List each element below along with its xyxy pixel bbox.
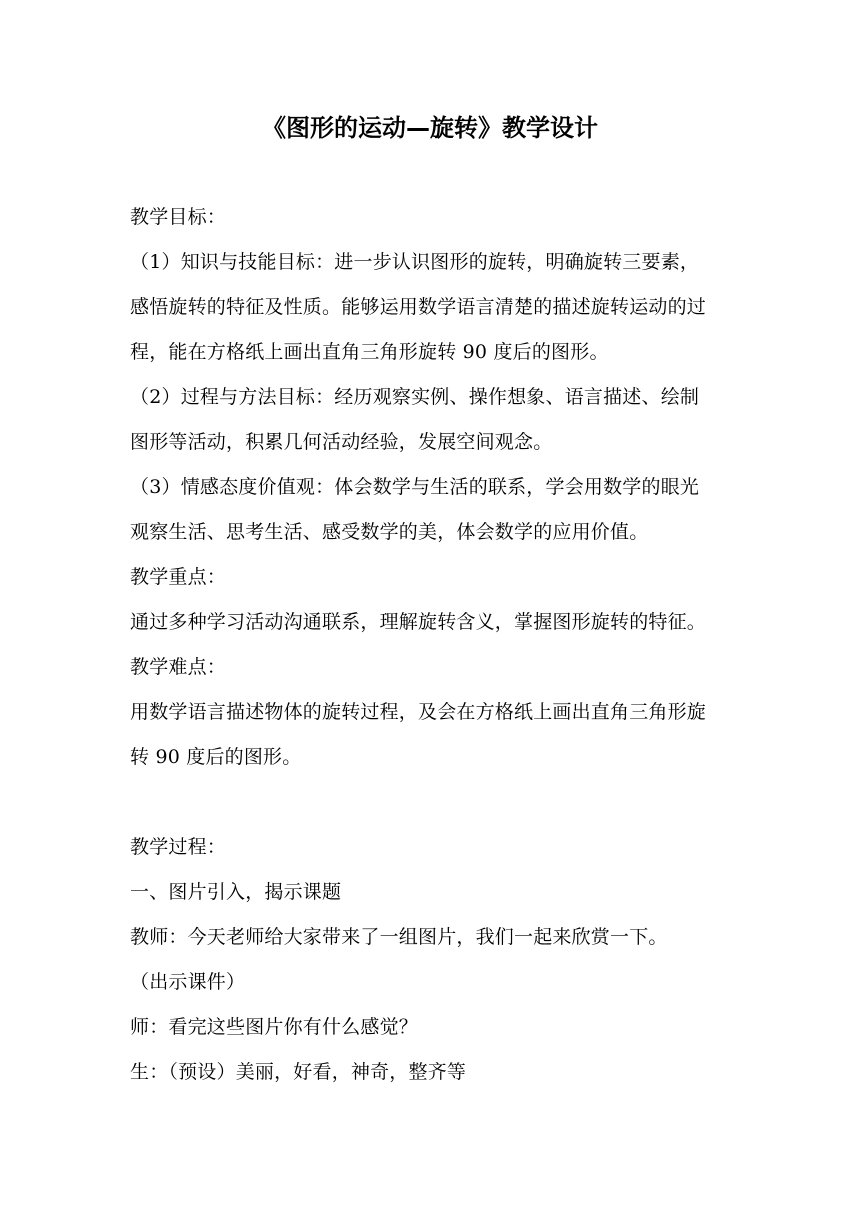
section-heading-process: 教学过程：: [130, 836, 227, 858]
paragraph-line: 程，能在方格纸上画出直角三角形旋转 90 度后的图形。: [130, 341, 609, 363]
section-heading-key-points: 教学重点：: [130, 566, 227, 588]
paragraph-line: 生：（预设）美丽，好看，神奇，整齐等: [130, 1061, 467, 1083]
paragraph-line: （1）知识与技能目标：进一步认识图形的旋转，明确旋转三要素，: [130, 251, 700, 273]
paragraph-line: （2）过程与方法目标：经历观察实例、操作想象、语言描述、绘制: [130, 386, 700, 408]
paragraph-line: （出示课件）: [130, 971, 246, 993]
document-title: 《图形的运动—旋转》教学设计: [262, 114, 598, 142]
paragraph-line: 转 90 度后的图形。: [130, 746, 302, 768]
section-heading-objectives: 教学目标：: [130, 206, 227, 228]
paragraph-line: 图形等活动，积累几何活动经验，发展空间观念。: [130, 431, 553, 453]
paragraph-line: 教师：今天老师给大家带来了一组图片，我们一起来欣赏一下。: [130, 926, 668, 948]
subsection-heading: 一、图片引入，揭示课题: [130, 881, 342, 903]
paragraph-line: 用数学语言描述物体的旋转过程，及会在方格纸上画出直角三角形旋: [130, 701, 707, 723]
paragraph-line: 感悟旋转的特征及性质。能够运用数学语言清楚的描述旋转运动的过: [130, 296, 707, 318]
paragraph-line: 师：看完这些图片你有什么感觉？: [130, 1016, 419, 1038]
paragraph-line: 通过多种学习活动沟通联系，理解旋转含义，掌握图形旋转的特征。: [130, 611, 707, 633]
section-heading-difficulties: 教学难点：: [130, 656, 227, 678]
paragraph-line: 观察生活、思考生活、感受数学的美，体会数学的应用价值。: [130, 521, 649, 543]
paragraph-line: （3）情感态度价值观：体会数学与生活的联系，学会用数学的眼光: [130, 476, 700, 498]
